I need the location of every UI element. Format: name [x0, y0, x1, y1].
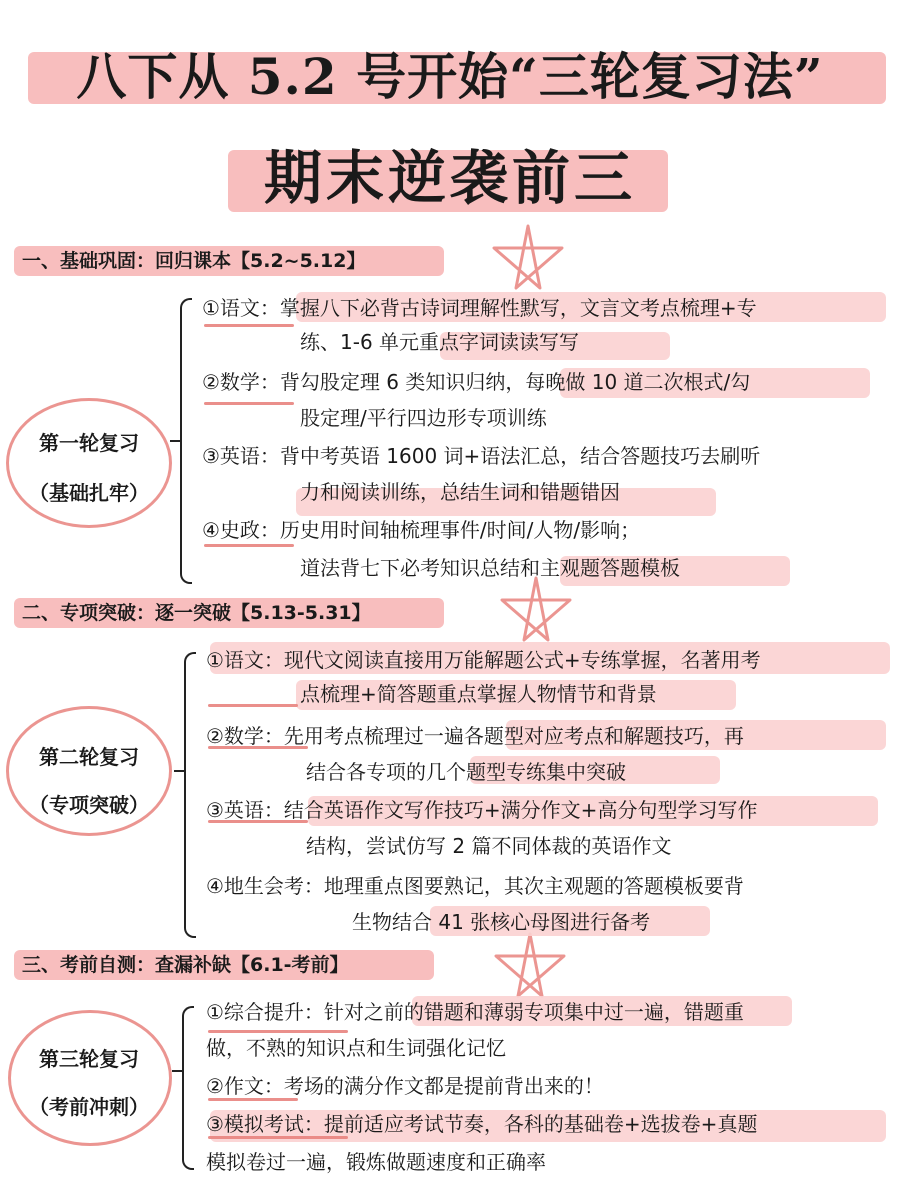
item-2-1-line1: ①语文：现代文阅读直接用万能解题公式+专练掌握，名著用考 — [206, 648, 761, 672]
section-heading-3: 三、考前自测：查漏补缺【6.1-考前】 — [22, 954, 349, 976]
item-1-4-line2: 道法背七下必考知识总结和主观题答题模板 — [300, 556, 680, 580]
item-3-3-line2: 模拟卷过一遍，锻炼做题速度和正确率 — [206, 1150, 546, 1174]
round-sublabel-2: （专项突破） — [29, 793, 149, 817]
item-1-1-line1: ①语文：掌握八下必背古诗词理解性默写，文言文考点梳理+专 — [202, 296, 757, 320]
item-2-4-line1: ④地生会考：地理重点图要熟记，其次主观题的答题模板要背 — [206, 874, 744, 898]
item-2-3-line1: ③英语：结合英语作文写作技巧+满分作文+高分句型学习写作 — [206, 798, 758, 822]
item-2-2-line1: ②数学：先用考点梳理过一遍各题型对应考点和解题技巧，再 — [206, 724, 744, 748]
item-3-2-line1: ②作文：考场的满分作文都是提前背出来的！ — [206, 1074, 604, 1098]
round-sublabel-3: （考前冲刺） — [29, 1095, 149, 1119]
item-2-4-line2: 生物结合 41 张核心母图进行备考 — [352, 910, 651, 934]
bracket-3 — [182, 1006, 194, 1170]
round-label-2: 第二轮复习 — [39, 745, 139, 769]
round-sublabel-1: （基础扎牢） — [29, 481, 149, 505]
item-1-3-line2: 力和阅读训练，总结生词和错题错因 — [300, 480, 620, 504]
item-2-3-line2: 结构，尝试仿写 2 篇不同体裁的英语作文 — [306, 834, 672, 858]
item-1-2-line1: ②数学：背勾股定理 6 类知识归纳，每晚做 10 道二次根式/勾 — [202, 370, 751, 394]
round-label-1: 第一轮复习 — [39, 431, 139, 455]
item-2-1-line2: 点梳理+简答题重点掌握人物情节和背景 — [300, 682, 657, 706]
page-subtitle: 期末逆袭前三 — [263, 144, 636, 212]
section-heading-1: 一、基础巩固：回归课本【5.2~5.12】 — [22, 250, 366, 272]
section-heading-2: 二、专项突破：逐一突破【5.13-5.31】 — [22, 602, 371, 624]
star-doodle-icon — [490, 930, 570, 1002]
item-1-2-line2: 股定理/平行四边形专项训练 — [300, 406, 547, 430]
round-label-3: 第三轮复习 — [39, 1047, 139, 1071]
item-2-2-line2: 结合各专项的几个题型专练集中突破 — [306, 760, 626, 784]
item-1-1-line2: 练、1-6 单元重点字词读读写写 — [300, 330, 580, 354]
item-3-3-line1: ③模拟考试：提前适应考试节奏，各科的基础卷+选拔卷+真题 — [206, 1112, 758, 1136]
bracket-2 — [184, 652, 196, 938]
item-1-3-line1: ③英语：背中考英语 1600 词+语法汇总，结合答题技巧去刷听 — [202, 444, 761, 468]
bracket-1 — [180, 298, 192, 584]
star-doodle-icon — [488, 222, 568, 294]
item-1-4-line1: ④史政：历史用时间轴梳理事件/时间/人物/影响； — [202, 518, 641, 542]
page-title: 八下从 5.2 号开始“三轮复习法” — [76, 47, 824, 106]
item-3-1-line1: ①综合提升：针对之前的错题和薄弱专项集中过一遍，错题重 — [206, 1000, 744, 1024]
item-3-1-line2: 做，不熟的知识点和生词强化记忆 — [206, 1036, 506, 1060]
